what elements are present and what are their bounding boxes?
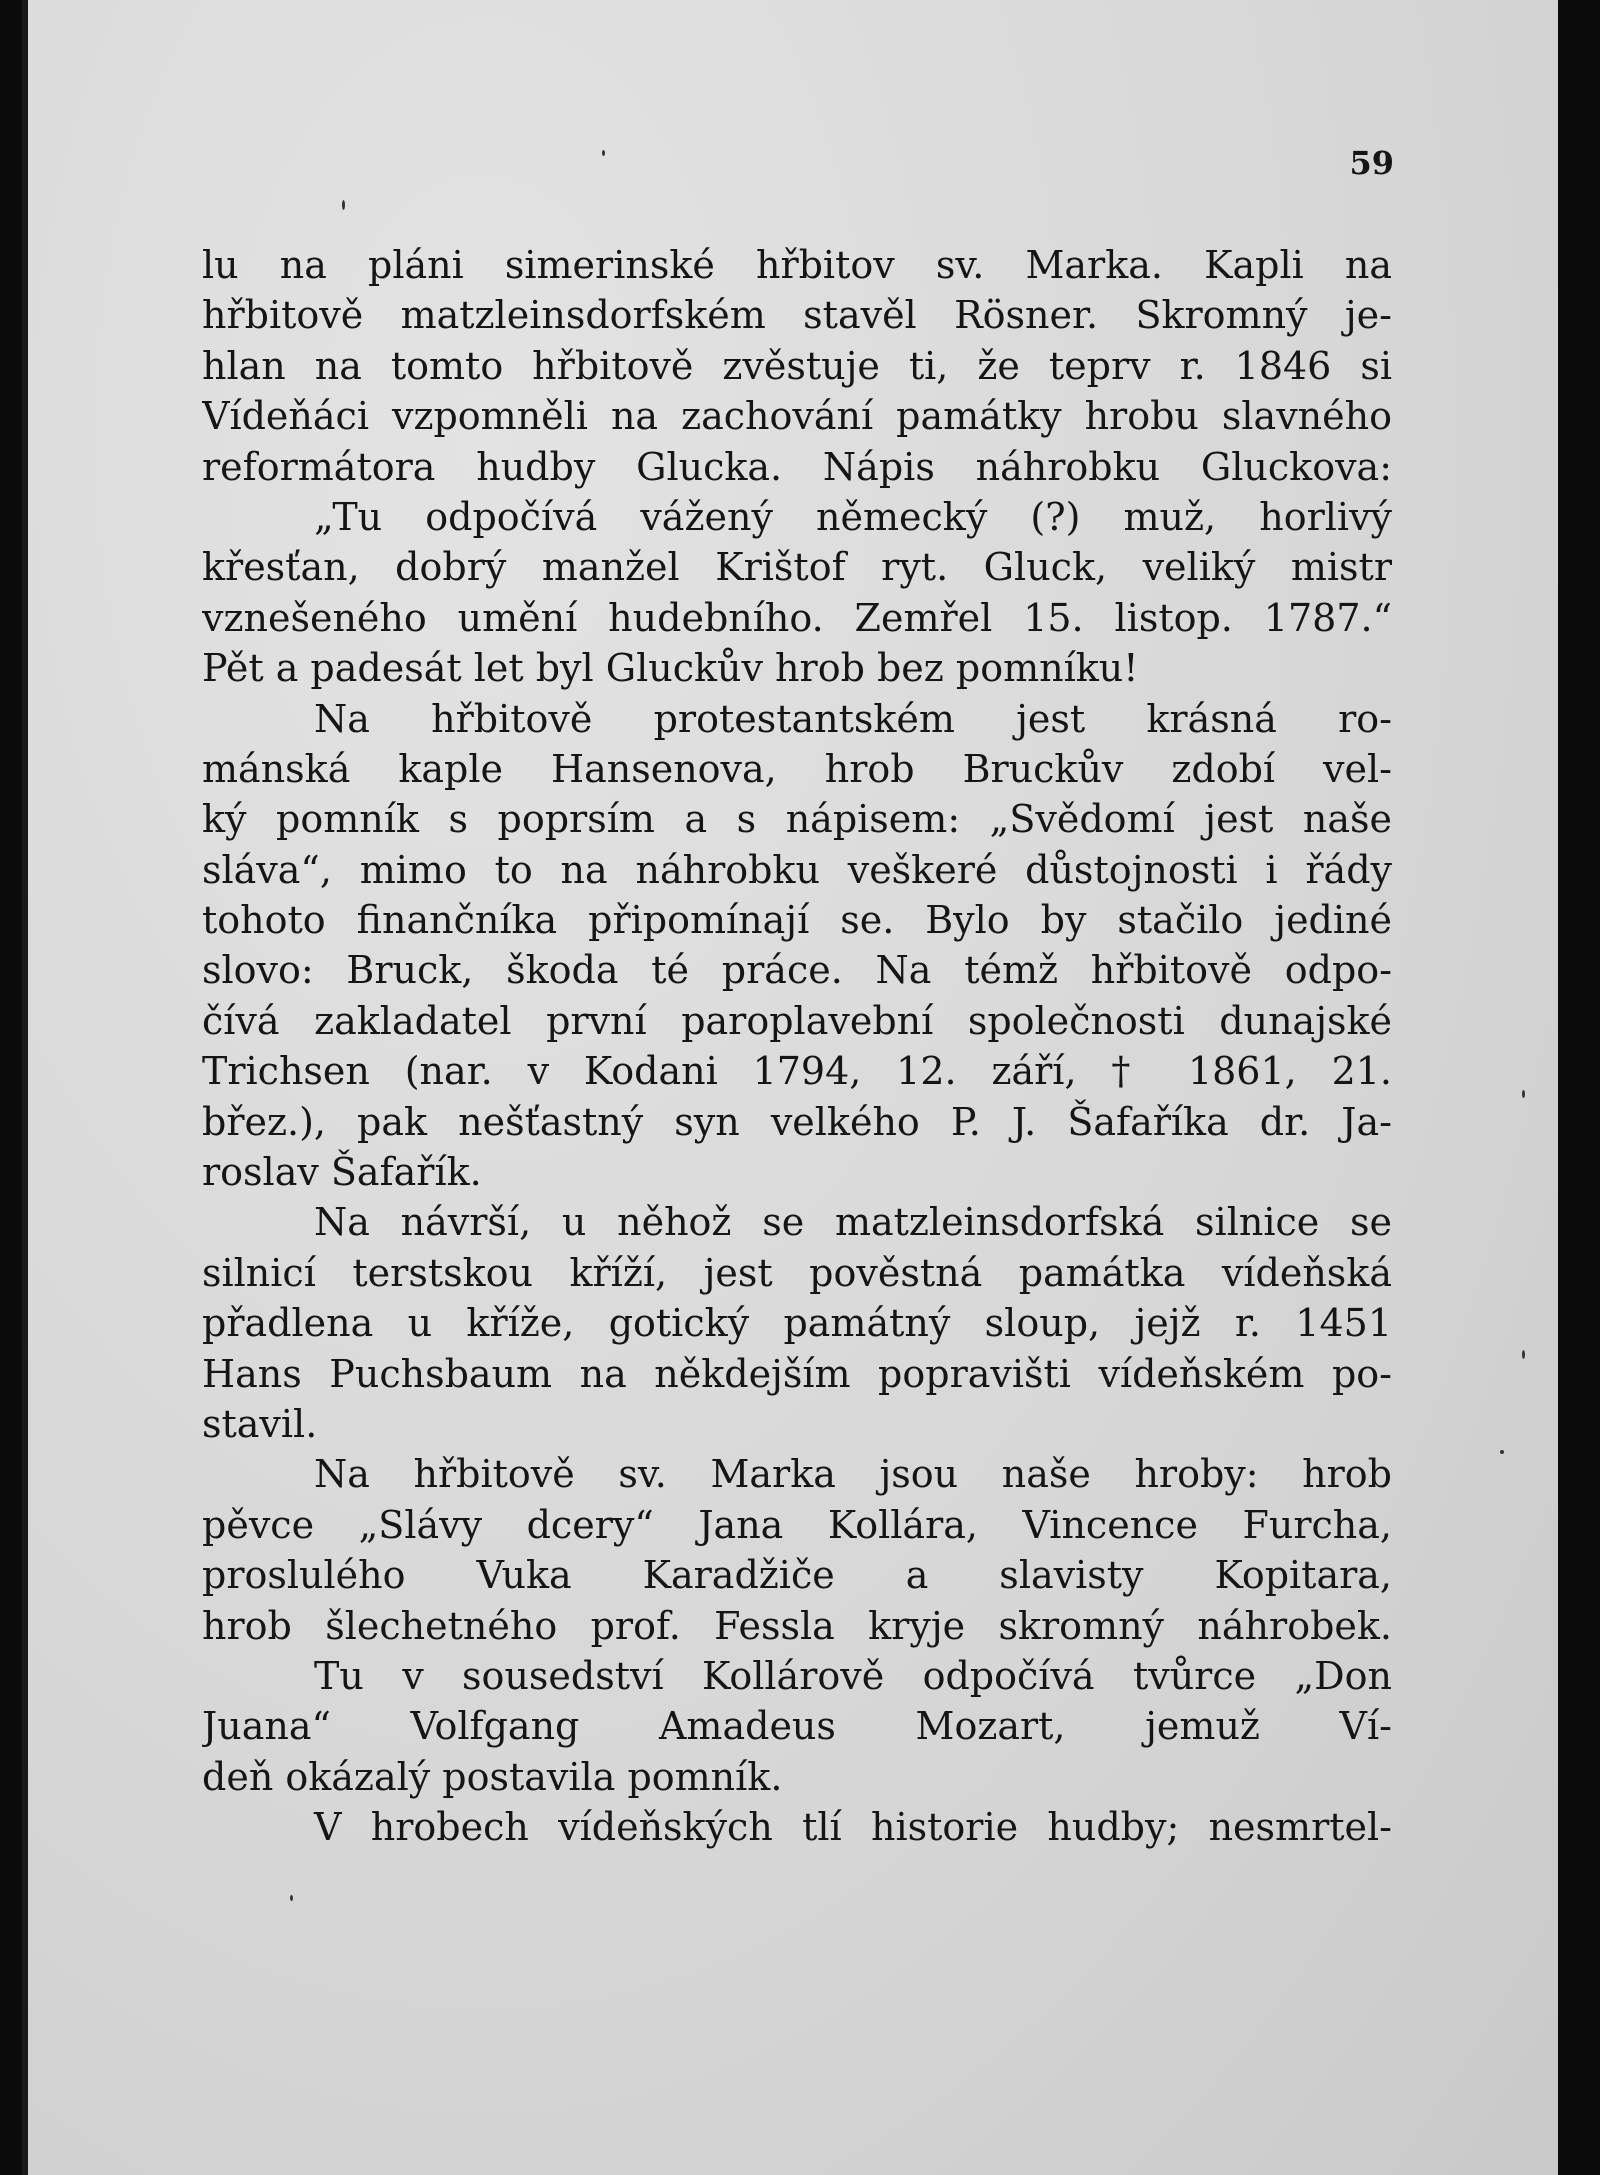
text-line: deň okázalý postavila pomník. <box>202 1754 783 1799</box>
text-line: vznešeného umění hudebního. Zemřel 15. listop. 1787.“ <box>202 595 1392 640</box>
text-line: Juana“ Volfgang Amadeus Mozart, jemuž Ví- <box>202 1704 1392 1749</box>
text-line: křesťan, dobrý manžel Krištof ryt. Gluck, veliký mistr <box>202 545 1392 590</box>
body-text <box>202 240 1392 1853</box>
text-line: lu na pláni simerinské hřbitov sv. Marka. Kapli na <box>202 243 1392 287</box>
text-line: pěvce „Slávy dcery“ Jana Kollára, Vincence Furcha, <box>202 1502 1392 1547</box>
text-line: Tu v sousedství Kollárově odpočívá tvůrce „Don <box>314 1653 1392 1698</box>
text-line: břez.), pak nešťastný syn velkého P. J. Šafaříka dr. Ja- <box>202 1099 1392 1144</box>
text-line: čívá zakladatel první paroplavební společnosti dunajské <box>202 998 1392 1043</box>
text-line: Pět a padesát let byl Gluckův hrob bez pomníku! <box>202 646 1139 691</box>
dust-speck <box>1522 1090 1525 1098</box>
text-line: silnicí terstskou kříží, jest pověstná památka vídeňská <box>202 1250 1392 1295</box>
text-line: Hans Puchsbaum na někdejším popravišti vídeňském po- <box>202 1351 1392 1396</box>
text-line: ký pomník s poprsím a s nápisem: „Svědomí jest naše <box>202 797 1392 842</box>
page-edge <box>22 0 28 2175</box>
page-number: 59 <box>1349 144 1394 182</box>
text-line: přadlena u kříže, gotický památný sloup, jejž r. 1451 <box>202 1301 1392 1346</box>
text-line: Na hřbitově sv. Marka jsou naše hroby: hrob <box>314 1452 1392 1497</box>
book-page <box>22 0 1558 2175</box>
text-line: slovo: Bruck, škoda té práce. Na témž hřbitově odpo- <box>202 948 1392 993</box>
text-line: sláva“, mimo to na náhrobku veškeré důstojnosti i řády <box>202 847 1392 892</box>
text-line: reformátora hudby Glucka. Nápis náhrobku Gluckova: <box>202 444 1392 489</box>
text-line: roslav Šafařík. <box>202 1150 482 1195</box>
text-line: Na návrší, u něhož se matzleinsdorfská silnice se <box>314 1200 1392 1245</box>
dust-speck <box>290 1895 293 1901</box>
text-line: Na hřbitově protestantském jest krásná ro- <box>314 696 1392 741</box>
dust-speck <box>1500 1450 1504 1454</box>
dust-speck <box>602 150 605 156</box>
text-line: proslulého Vuka Karadžiče a slavisty Kopitara, <box>202 1553 1392 1598</box>
text-line: mánská kaple Hansenova, hrob Bruckův zdobí vel- <box>202 746 1392 791</box>
text-line: Vídeňáci vzpomněli na zachování památky hrobu slavného <box>202 394 1392 439</box>
text-line: hlan na tomto hřbitově zvěstuje ti, že teprv r. 1846 si <box>202 343 1392 388</box>
text-line: Trichsen (nar. v Kodani 1794, 12. září, † 1861, 21. <box>202 1049 1392 1094</box>
text-line: V hrobech vídeňských tlí historie hudby; nesmrtel- <box>314 1805 1392 1850</box>
text-line: hřbitově matzleinsdorfském stavěl Rösner. Skromný je- <box>202 293 1392 338</box>
text-line: hrob šlechetného prof. Fessla kryje skromný náhrobek. <box>202 1603 1392 1648</box>
text-line: tohoto finančníka připomínají se. Bylo by stačilo jediné <box>202 898 1392 943</box>
text-line: stavil. <box>202 1401 318 1446</box>
dust-speck <box>342 200 345 210</box>
dust-speck <box>1522 1350 1525 1359</box>
text-line: „Tu odpočívá vážený německý (?) muž, horlivý <box>314 494 1392 539</box>
